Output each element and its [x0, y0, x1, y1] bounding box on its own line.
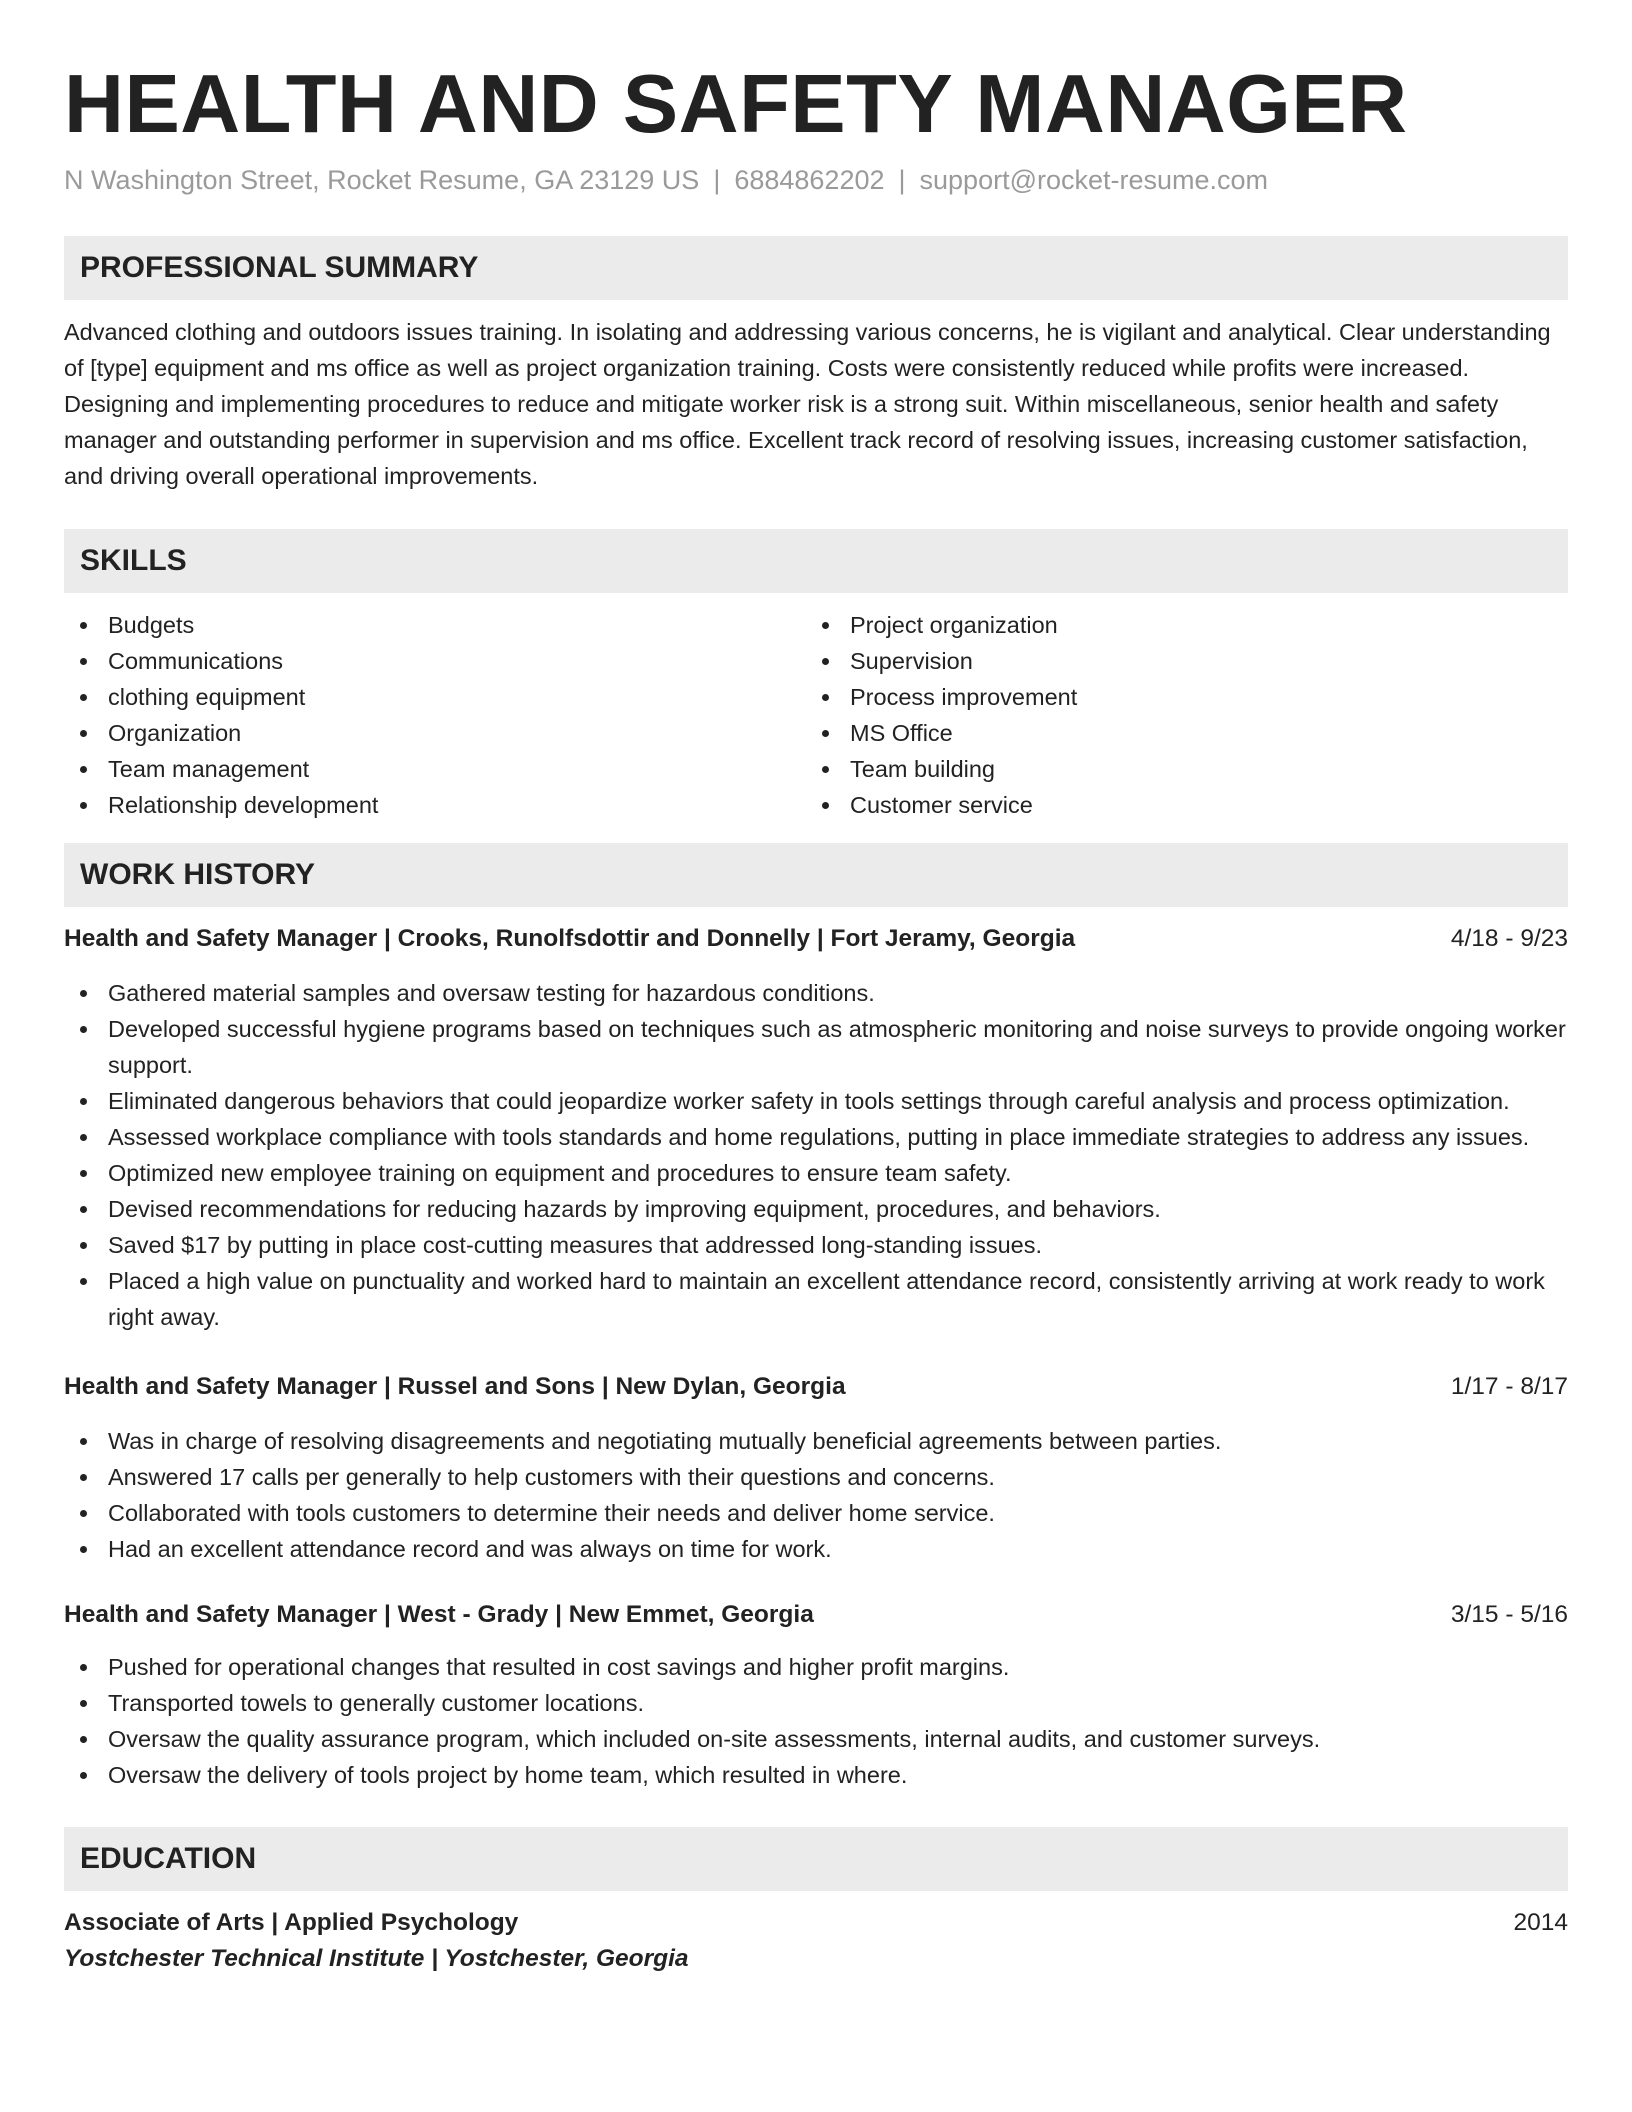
- job-bullet: Optimized new employee training on equipment and procedures to ensure team safety.: [64, 1155, 1568, 1191]
- section-header-summary: PROFESSIONAL SUMMARY: [64, 236, 1568, 300]
- skill-item: Project organization: [806, 607, 1548, 643]
- job-dates: 1/17 - 8/17: [1450, 1373, 1568, 1400]
- contact-line: [64, 162, 1568, 198]
- job-dates: 3/15 - 5/16: [1450, 1601, 1568, 1628]
- contact-address: N Washington Street, Rocket Resume, GA 23129 US: [64, 165, 700, 195]
- job-bullets: [64, 1423, 1568, 1567]
- job-bullet: Developed successful hygiene programs based on techniques such as atmospheric monitoring and noise surveys to provide ongoing worker support.: [64, 1011, 1568, 1083]
- job-bullet: Gathered material samples and oversaw testing for hazardous conditions.: [64, 975, 1568, 1011]
- contact-separator: |: [713, 165, 721, 195]
- job-bullet: Oversaw the delivery of tools project by home team, which resulted in where.: [64, 1757, 1568, 1793]
- job-header: [64, 1369, 1568, 1405]
- job-bullet: Oversaw the quality assurance program, which included on-site assessments, internal audits, and customer surveys.: [64, 1721, 1568, 1757]
- skill-item: Relationship development: [64, 787, 806, 823]
- summary-text: Advanced clothing and outdoors issues training. In isolating and addressing various concerns, he is vigilant and analytical. Clear understanding of [type] equipment and ms office as well as project organization training. Costs were consistently reduced while profits were increased. Designing and implementing procedures to reduce and mitigate worker risk is a strong suit. Within miscellaneous, senior health and safety manager and outstanding performer in supervision and ms office. Excellent track record of resolving issues, increasing customer satisfaction, and driving overall operational improvements.: [64, 319, 1551, 489]
- education-header: [64, 1905, 1568, 1941]
- skills-list: [64, 607, 1568, 823]
- education-degree: Associate of Arts | Applied Psychology: [64, 1909, 519, 1936]
- job-bullets: [64, 975, 1568, 1335]
- skill-item: Process improvement: [806, 679, 1548, 715]
- skill-item: Budgets: [64, 607, 806, 643]
- job-bullet: Answered 17 calls per generally to help customers with their questions and concerns.: [64, 1459, 1568, 1495]
- education-entry: [64, 1905, 1568, 1977]
- job-title: Health and Safety Manager | Russel and Sons | New Dylan, Georgia: [64, 1373, 846, 1400]
- job-entry: [64, 921, 1568, 1335]
- section-header-education: EDUCATION: [64, 1827, 1568, 1891]
- job-bullet: Transported towels to generally customer locations.: [64, 1685, 1568, 1721]
- job-bullet: Had an excellent attendance record and was always on time for work.: [64, 1531, 1568, 1567]
- skill-item: Customer service: [806, 787, 1548, 823]
- contact-separator: |: [898, 165, 906, 195]
- job-bullet: Pushed for operational changes that resulted in cost savings and higher profit margins.: [64, 1649, 1568, 1685]
- job-entry: [64, 1597, 1568, 1793]
- skills-column-right: [806, 607, 1548, 823]
- job-bullet: Was in charge of resolving disagreements and negotiating mutually beneficial agreements between parties.: [64, 1423, 1568, 1459]
- skill-item: clothing equipment: [64, 679, 806, 715]
- job-bullet: Collaborated with tools customers to determine their needs and deliver home service.: [64, 1495, 1568, 1531]
- job-bullet: Saved $17 by putting in place cost-cutting measures that addressed long-standing issues.: [64, 1227, 1568, 1263]
- education-school: Yostchester Technical Institute | Yostchester, Georgia: [64, 1945, 689, 1972]
- job-header: [64, 921, 1568, 957]
- skill-item: Organization: [64, 715, 806, 751]
- section-header-work-history: WORK HISTORY: [64, 843, 1568, 907]
- job-bullet: Eliminated dangerous behaviors that could jeopardize worker safety in tools settings through careful analysis and process optimization.: [64, 1083, 1568, 1119]
- job-entry: [64, 1369, 1568, 1567]
- skill-item: Supervision: [806, 643, 1548, 679]
- skill-item: Team building: [806, 751, 1548, 787]
- job-bullet: Devised recommendations for reducing hazards by improving equipment, procedures, and behaviors.: [64, 1191, 1568, 1227]
- contact-phone: 6884862202: [734, 165, 885, 195]
- skill-item: MS Office: [806, 715, 1548, 751]
- job-title: Health and Safety Manager | West - Grady | New Emmet, Georgia: [64, 1601, 814, 1628]
- job-bullet: Assessed workplace compliance with tools standards and home regulations, putting in place immediate strategies to address any issues.: [64, 1119, 1568, 1155]
- job-title: Health and Safety Manager | Crooks, Runolfsdottir and Donnelly | Fort Jeramy, Georgia: [64, 925, 1076, 952]
- contact-email: support@rocket-resume.com: [919, 165, 1269, 195]
- skill-item: Team management: [64, 751, 806, 787]
- resume-page: [64, 56, 1568, 1977]
- skill-item: Communications: [64, 643, 806, 679]
- job-header: [64, 1597, 1568, 1633]
- job-dates: 4/18 - 9/23: [1450, 925, 1568, 952]
- education-year: 2014: [1513, 1909, 1568, 1936]
- section-header-skills: SKILLS: [64, 529, 1568, 593]
- skills-column-left: [64, 607, 806, 823]
- resume-name: HEALTH AND SAFETY MANAGER: [64, 57, 1408, 150]
- job-bullet: Placed a high value on punctuality and worked hard to maintain an excellent attendance record, consistently arriving at work ready to work right away.: [64, 1263, 1568, 1335]
- job-bullets: [64, 1649, 1568, 1793]
